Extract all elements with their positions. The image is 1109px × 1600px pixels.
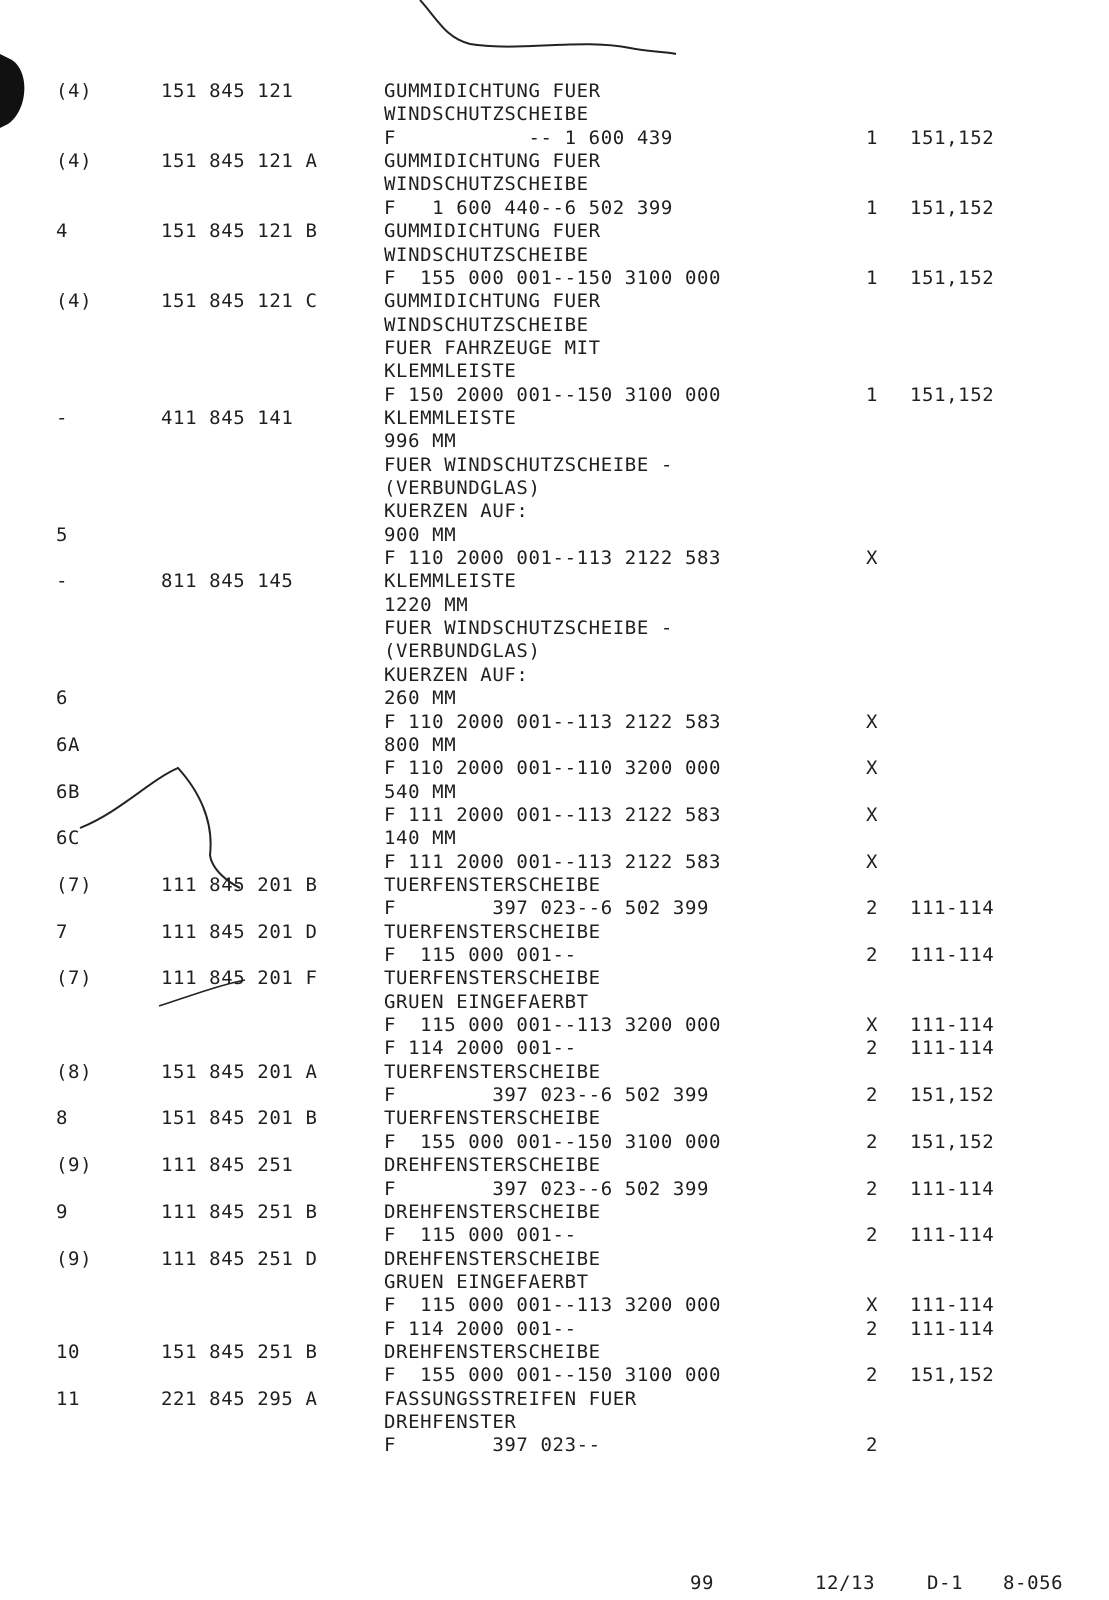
part-description: F 114 2000 001-- bbox=[384, 1037, 577, 1060]
quantity: 2 bbox=[866, 1317, 879, 1340]
parts-row bbox=[0, 290, 1109, 312]
position-number: 5 bbox=[56, 523, 69, 546]
parts-row bbox=[0, 337, 1109, 359]
part-description: 1220 MM bbox=[384, 593, 469, 616]
parts-row bbox=[0, 594, 1109, 616]
part-description: GUMMIDICHTUNG FUER bbox=[384, 290, 601, 313]
position-number: 4 bbox=[56, 220, 69, 243]
part-description: DREHFENSTERSCHEIBE bbox=[384, 1340, 601, 1363]
position-number: 9 bbox=[56, 1200, 69, 1223]
part-description: WINDSCHUTZSCHEIBE bbox=[384, 243, 589, 266]
parts-row bbox=[0, 874, 1109, 896]
parts-row bbox=[0, 1037, 1109, 1059]
parts-row bbox=[0, 921, 1109, 943]
position-number: (4) bbox=[56, 290, 93, 313]
position-number: 8 bbox=[56, 1107, 69, 1130]
part-description: 900 MM bbox=[384, 523, 457, 546]
position-number: (9) bbox=[56, 1154, 93, 1177]
parts-row bbox=[0, 757, 1109, 779]
position-number: (8) bbox=[56, 1060, 93, 1083]
part-description: F -- 1 600 439 bbox=[384, 126, 673, 149]
parts-row bbox=[0, 617, 1109, 639]
parts-row bbox=[0, 80, 1109, 102]
part-description: F 115 000 001-- bbox=[384, 944, 577, 966]
position-number: 6C bbox=[56, 827, 81, 850]
position-number: (9) bbox=[56, 1247, 93, 1270]
part-description: FUER FAHRZEUGE MIT bbox=[384, 336, 601, 359]
parts-row bbox=[0, 1154, 1109, 1176]
part-number: 111 845 201 F bbox=[161, 967, 318, 990]
part-description: 140 MM bbox=[384, 827, 457, 850]
parts-row bbox=[0, 967, 1109, 989]
part-description: TUERFENSTERSCHEIBE bbox=[384, 920, 601, 943]
part-description: KUERZEN AUF: bbox=[384, 500, 529, 523]
model-range: 111-114 bbox=[910, 1037, 995, 1060]
part-description: (VERBUNDGLAS) bbox=[384, 477, 541, 499]
quantity: 2 bbox=[866, 1037, 879, 1060]
part-number: 111 845 251 B bbox=[161, 1200, 318, 1223]
parts-row bbox=[0, 220, 1109, 242]
part-description: GRUEN EINGEFAERBT bbox=[384, 990, 589, 1013]
parts-row bbox=[0, 103, 1109, 125]
part-description: DREHFENSTERSCHEIBE bbox=[384, 1154, 601, 1177]
parts-row bbox=[0, 500, 1109, 522]
part-description: F 397 023--6 502 399 bbox=[384, 897, 710, 920]
parts-row bbox=[0, 547, 1109, 569]
model-range: 151,152 bbox=[910, 126, 995, 149]
model-range: 151,152 bbox=[910, 1130, 995, 1153]
position-number: (7) bbox=[56, 873, 93, 896]
parts-row bbox=[0, 1131, 1109, 1153]
part-description: GUMMIDICHTUNG FUER bbox=[384, 220, 601, 243]
part-description: WINDSCHUTZSCHEIBE bbox=[384, 103, 589, 126]
parts-row bbox=[0, 477, 1109, 499]
quantity: 2 bbox=[866, 1130, 879, 1153]
part-number: 151 845 251 B bbox=[161, 1340, 318, 1363]
part-description: (VERBUNDGLAS) bbox=[384, 640, 541, 663]
footer-code: 8-056 bbox=[1003, 1572, 1064, 1594]
parts-row bbox=[0, 1341, 1109, 1363]
quantity: 1 bbox=[866, 266, 879, 289]
model-range: 111-114 bbox=[910, 1294, 995, 1317]
position-number: - bbox=[56, 406, 69, 429]
part-description: KLEMMLEISTE bbox=[384, 360, 517, 383]
part-number: 151 845 121 A bbox=[161, 150, 318, 173]
part-description: WINDSCHUTZSCHEIBE bbox=[384, 313, 589, 336]
model-range: 151,152 bbox=[910, 1084, 995, 1107]
quantity: 2 bbox=[866, 1177, 879, 1200]
quantity: 1 bbox=[866, 383, 879, 406]
model-range: 111-114 bbox=[910, 944, 995, 966]
quantity: X bbox=[866, 1294, 879, 1317]
quantity: 2 bbox=[866, 1224, 879, 1247]
parts-row bbox=[0, 1178, 1109, 1200]
part-description: GUMMIDICHTUNG FUER bbox=[384, 150, 601, 173]
position-number: - bbox=[56, 570, 69, 593]
footer-section: D-1 bbox=[927, 1572, 964, 1594]
parts-row bbox=[0, 640, 1109, 662]
quantity: 1 bbox=[866, 126, 879, 149]
parts-row bbox=[0, 781, 1109, 803]
parts-row bbox=[0, 430, 1109, 452]
parts-row bbox=[0, 384, 1109, 406]
parts-row bbox=[0, 173, 1109, 195]
model-range: 151,152 bbox=[910, 1364, 995, 1387]
parts-row bbox=[0, 851, 1109, 873]
part-description: F 155 000 001--150 3100 000 bbox=[384, 266, 722, 289]
parts-row bbox=[0, 244, 1109, 266]
parts-row bbox=[0, 1248, 1109, 1270]
parts-row bbox=[0, 524, 1109, 546]
part-description: F 110 2000 001--113 2122 583 bbox=[384, 547, 722, 569]
part-description: TUERFENSTERSCHEIBE bbox=[384, 873, 601, 896]
parts-row bbox=[0, 1107, 1109, 1129]
quantity: X bbox=[866, 850, 879, 873]
part-description: F 397 023--6 502 399 bbox=[384, 1084, 710, 1107]
parts-row bbox=[0, 687, 1109, 709]
part-description: WINDSCHUTZSCHEIBE bbox=[384, 173, 589, 196]
part-description: KLEMMLEISTE bbox=[384, 406, 517, 429]
parts-row bbox=[0, 1014, 1109, 1036]
parts-row bbox=[0, 804, 1109, 826]
part-description: 540 MM bbox=[384, 780, 457, 803]
part-number: 411 845 141 bbox=[161, 406, 294, 429]
part-description: F 110 2000 001--110 3200 000 bbox=[384, 757, 722, 780]
model-range: 111-114 bbox=[910, 1317, 995, 1340]
part-description: DREHFENSTERSCHEIBE bbox=[384, 1200, 601, 1223]
parts-row bbox=[0, 1318, 1109, 1340]
parts-row bbox=[0, 1388, 1109, 1410]
quantity: X bbox=[866, 710, 879, 733]
parts-row bbox=[0, 1271, 1109, 1293]
quantity: X bbox=[866, 803, 879, 826]
parts-row bbox=[0, 267, 1109, 289]
model-range: 151,152 bbox=[910, 266, 995, 289]
quantity: 2 bbox=[866, 1084, 879, 1107]
parts-row bbox=[0, 1084, 1109, 1106]
part-description: FUER WINDSCHUTZSCHEIBE - bbox=[384, 617, 673, 640]
parts-row bbox=[0, 711, 1109, 733]
quantity: 2 bbox=[866, 1364, 879, 1387]
part-number: 151 845 201 A bbox=[161, 1060, 318, 1083]
part-description: F 111 2000 001--113 2122 583 bbox=[384, 850, 722, 873]
part-number: 111 845 251 bbox=[161, 1154, 294, 1177]
part-description: 996 MM bbox=[384, 430, 457, 453]
parts-row bbox=[0, 1294, 1109, 1316]
part-number: 111 845 201 D bbox=[161, 920, 318, 943]
part-description: GUMMIDICHTUNG FUER bbox=[384, 80, 601, 102]
quantity: X bbox=[866, 1014, 879, 1036]
model-range: 111-114 bbox=[910, 1224, 995, 1247]
parts-row bbox=[0, 897, 1109, 919]
part-number: 111 845 251 D bbox=[161, 1247, 318, 1270]
top-pen-stroke bbox=[420, 0, 676, 54]
part-description: GRUEN EINGEFAERBT bbox=[384, 1270, 589, 1293]
model-range: 111-114 bbox=[910, 897, 995, 920]
position-number: (4) bbox=[56, 80, 93, 102]
part-description: F 115 000 001--113 3200 000 bbox=[384, 1014, 722, 1036]
part-description: F 155 000 001--150 3100 000 bbox=[384, 1130, 722, 1153]
part-number: 151 845 201 B bbox=[161, 1107, 318, 1130]
parts-row bbox=[0, 197, 1109, 219]
quantity: X bbox=[866, 757, 879, 780]
parts-row bbox=[0, 1411, 1109, 1433]
part-description: KLEMMLEISTE bbox=[384, 570, 517, 593]
parts-row bbox=[0, 360, 1109, 382]
position-number: 6 bbox=[56, 687, 69, 710]
part-description: F 111 2000 001--113 2122 583 bbox=[384, 803, 722, 826]
quantity: 2 bbox=[866, 1434, 879, 1457]
parts-row bbox=[0, 314, 1109, 336]
part-number: 151 845 121 B bbox=[161, 220, 318, 243]
position-number: 10 bbox=[56, 1340, 81, 1363]
model-range: 151,152 bbox=[910, 383, 995, 406]
parts-row bbox=[0, 454, 1109, 476]
part-number: 111 845 201 B bbox=[161, 873, 318, 896]
part-number: 811 845 145 bbox=[161, 570, 294, 593]
quantity: 1 bbox=[866, 196, 879, 219]
part-description: F 150 2000 001--150 3100 000 bbox=[384, 383, 722, 406]
parts-row bbox=[0, 570, 1109, 592]
part-description: DREHFENSTER bbox=[384, 1411, 517, 1433]
parts-row bbox=[0, 991, 1109, 1013]
part-description: DREHFENSTERSCHEIBE bbox=[384, 1247, 601, 1270]
part-description: TUERFENSTERSCHEIBE bbox=[384, 1060, 601, 1083]
position-number: (4) bbox=[56, 150, 93, 173]
part-description: FUER WINDSCHUTZSCHEIBE - bbox=[384, 453, 673, 476]
part-description: TUERFENSTERSCHEIBE bbox=[384, 1107, 601, 1130]
model-range: 151,152 bbox=[910, 196, 995, 219]
parts-row bbox=[0, 1364, 1109, 1386]
position-number: 7 bbox=[56, 920, 69, 943]
quantity: 2 bbox=[866, 944, 879, 966]
part-number: 151 845 121 C bbox=[161, 290, 318, 313]
model-range: 111-114 bbox=[910, 1177, 995, 1200]
part-description: TUERFENSTERSCHEIBE bbox=[384, 967, 601, 990]
parts-row bbox=[0, 944, 1109, 966]
part-number: 221 845 295 A bbox=[161, 1387, 318, 1410]
part-description: F 155 000 001--150 3100 000 bbox=[384, 1364, 722, 1387]
position-number: (7) bbox=[56, 967, 93, 990]
position-number: 6A bbox=[56, 733, 81, 756]
part-description: KUERZEN AUF: bbox=[384, 663, 529, 686]
part-description: F 397 023--6 502 399 bbox=[384, 1177, 710, 1200]
part-description: F 115 000 001--113 3200 000 bbox=[384, 1294, 722, 1317]
parts-row bbox=[0, 1434, 1109, 1456]
part-description: FASSUNGSSTREIFEN FUER bbox=[384, 1387, 637, 1410]
model-range: 111-114 bbox=[910, 1014, 995, 1036]
part-description: 800 MM bbox=[384, 733, 457, 756]
parts-row bbox=[0, 1224, 1109, 1246]
footer-date: 12/13 bbox=[815, 1572, 876, 1594]
parts-row bbox=[0, 1061, 1109, 1083]
parts-row bbox=[0, 407, 1109, 429]
parts-row bbox=[0, 734, 1109, 756]
position-number: 11 bbox=[56, 1387, 81, 1410]
part-description: F 115 000 001-- bbox=[384, 1224, 577, 1247]
part-number: 151 845 121 bbox=[161, 80, 294, 102]
parts-row bbox=[0, 150, 1109, 172]
parts-row bbox=[0, 1201, 1109, 1223]
footer-page-number: 99 bbox=[690, 1572, 715, 1594]
part-description: F 114 2000 001-- bbox=[384, 1317, 577, 1340]
part-description: F 110 2000 001--113 2122 583 bbox=[384, 710, 722, 733]
position-number: 6B bbox=[56, 780, 81, 803]
part-description: F 397 023-- bbox=[384, 1434, 601, 1457]
parts-row bbox=[0, 827, 1109, 849]
part-description: F 1 600 440--6 502 399 bbox=[384, 196, 673, 219]
quantity: X bbox=[866, 547, 879, 569]
part-description: 260 MM bbox=[384, 687, 457, 710]
parts-row bbox=[0, 664, 1109, 686]
quantity: 2 bbox=[866, 897, 879, 920]
parts-row bbox=[0, 127, 1109, 149]
